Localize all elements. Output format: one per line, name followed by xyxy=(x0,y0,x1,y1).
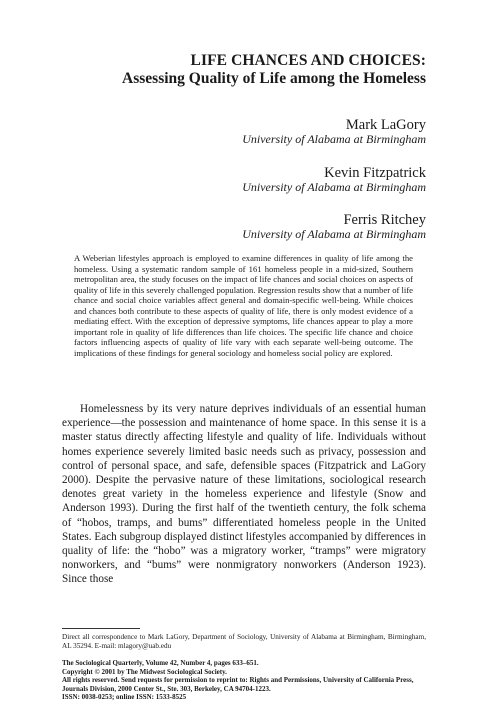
publication-info xyxy=(62,659,426,702)
pubinfo-line: Copyright © 2001 by The Midwest Sociological Society. xyxy=(62,667,227,676)
author-block xyxy=(120,165,426,194)
body-paragraph: Homelessness by its very nature deprives individuals of an essential human experience—the possession and maintenance of home space. In this sense it is a master status directly affecting lifestyle and quality of life. Individuals without homes experience severely limited basic needs such as privacy, possession and control of personal space, and safe, defensible spaces (Fitzpatrick and LaGory 2000). Despite the pervasive nature of these limitations, sociological research denotes great variety in the homeless experience and lifestyle (Snow and Anderson 1993). During the first half of the twentieth century, the folk schema of “hobos, tramps, and bums” differentiated homeless people in the United States. Each subgroup displayed distinct lifestyles accompanied by differences in quality of life: the “hobo” was a migratory worker, “tramps” were migratory nonworkers, and “bums” were nonmigratory nonworkers (Anderson 1923). Since those xyxy=(62,403,426,586)
author-block xyxy=(120,117,426,146)
correspondence-footnote: Direct all correspondence to Mark LaGory, Department of Sociology, University of Alabama at Birmingham, Birmingham, AL 35294. E-mail: mlagory@uab.edu xyxy=(62,633,426,650)
author-name: Kevin Fitzpatrick xyxy=(324,165,426,181)
pubinfo-line: The Sociological Quarterly, Volume 42, Number 4, pages 633–651. xyxy=(62,659,259,667)
body-text xyxy=(62,402,426,587)
article-title xyxy=(60,52,426,88)
pubinfo-line: All rights reserved. Send requests for permission to reprint to: Rights and Permissions, University of California Press, xyxy=(62,676,414,685)
author-affiliation: University of Alabama at Birmingham xyxy=(242,227,426,241)
title-line-2: Assessing Quality of Life among the Homeless xyxy=(122,70,426,87)
author-block xyxy=(120,212,426,241)
author-name: Mark LaGory xyxy=(345,117,426,133)
footnote-divider xyxy=(62,628,140,629)
abstract: A Weberian lifestyles approach is employed to examine differences in quality of life among the homeless. Using a systematic random sample of 161 homeless people in a mid-sized, Southern metropolitan area, the study focuses on the impact of life chances and social choices on aspects of quality of life in this severely challenged population. Regression results show that a number of life chance and social choice variables affect general and domain-specific well-being. While choices and chances both contribute to these aspects of quality of life, there is only modest evidence of a mediating effect. With the exception of depressive symptoms, life chances appear to play a more important role in quality of life differences than life choices. The specific life chance and choice factors influencing aspects of quality of life vary with each separate well-being outcome. The implications of these findings for general sociology and homeless social policy are explored. xyxy=(74,253,413,358)
author-name: Ferris Ritchey xyxy=(343,212,426,228)
author-affiliation: University of Alabama at Birmingham xyxy=(242,132,426,146)
title-line-1: LIFE CHANCES AND CHOICES: xyxy=(190,52,426,69)
pubinfo-line: Journals Division, 2000 Center St., Ste. 303, Berkeley, CA 94704-1223. xyxy=(62,684,271,693)
pubinfo-line: ISSN: 0038-0253; online ISSN: 1533-8525 xyxy=(62,693,187,702)
author-affiliation: University of Alabama at Birmingham xyxy=(242,180,426,194)
